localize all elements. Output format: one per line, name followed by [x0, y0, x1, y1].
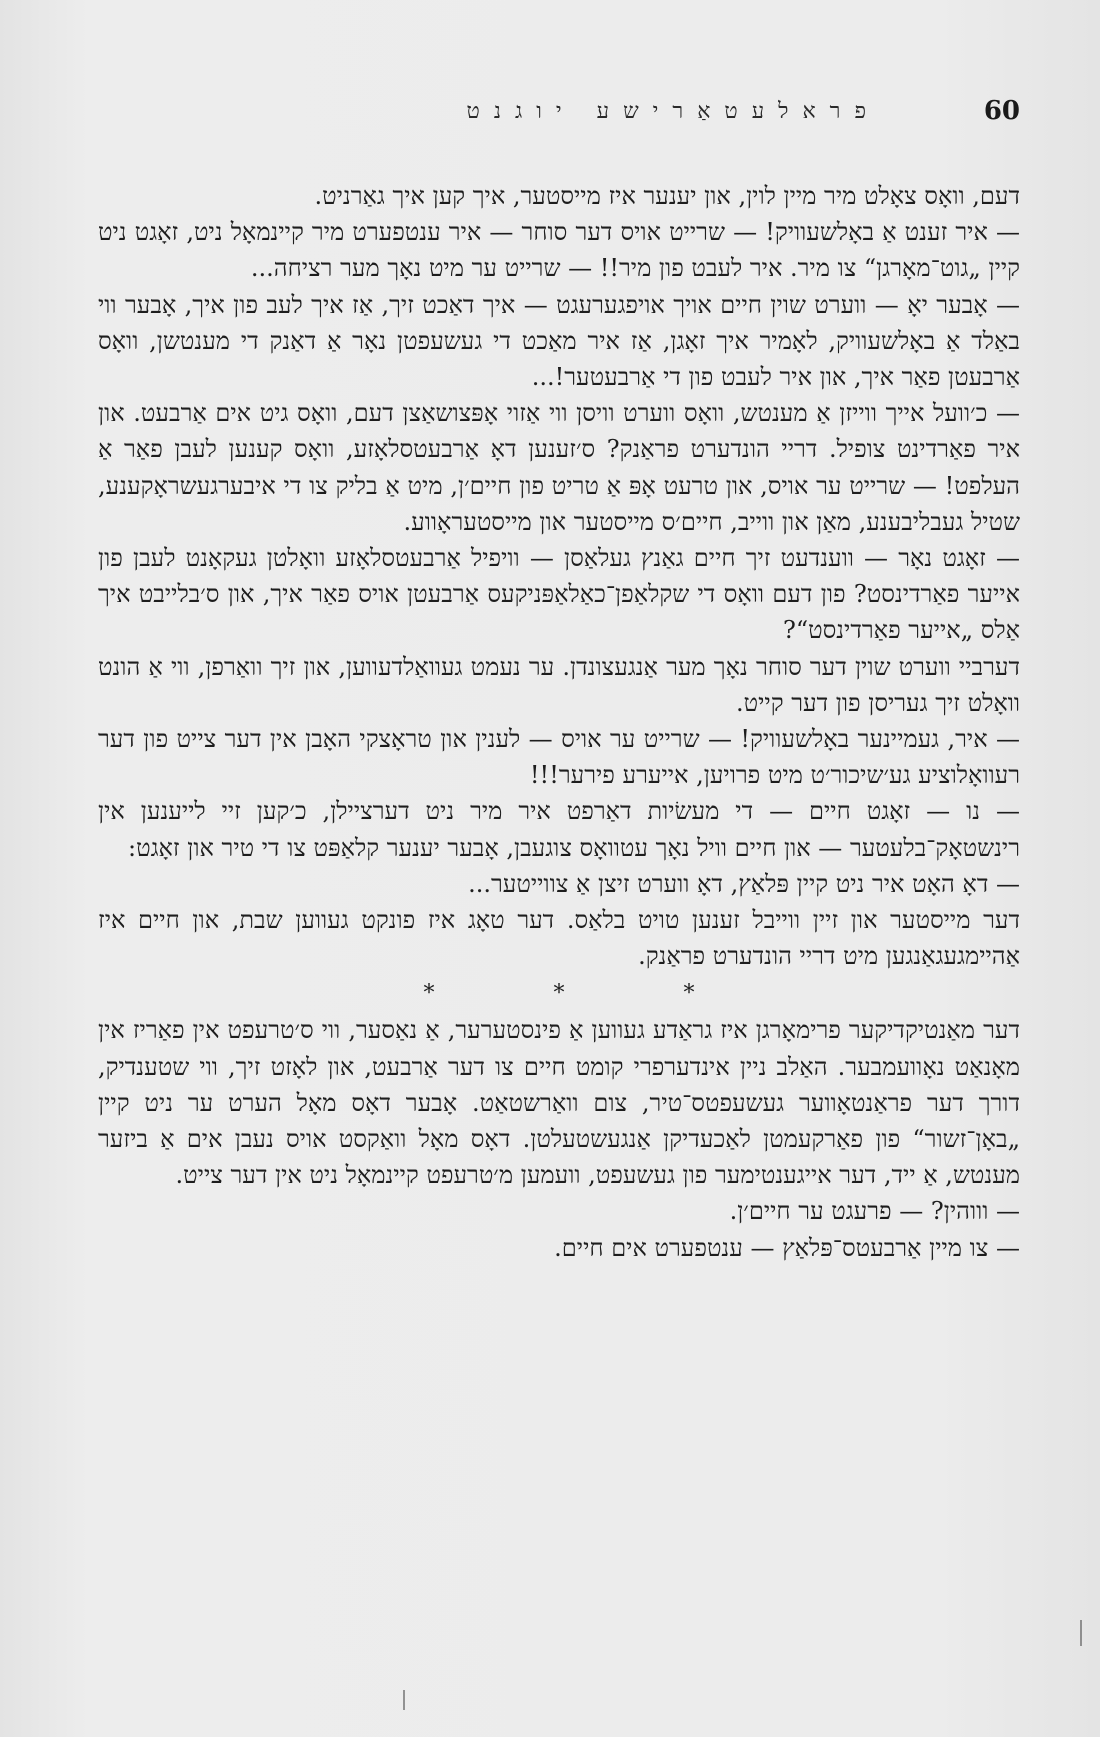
margin-mark	[403, 1690, 405, 1710]
paragraph: — איר זענט אַ באָלשעוויק! — שרייט אויס דער סוחר — איר ענטפערט מיר קיינמאָל ניט, זאָגט ניט קיין „גוט־מאָרגן“ צו מיר. איר לעבט פון מיר!! — שרייט ער מיט נאָך מער רציחה...	[98, 218, 1020, 283]
paragraph: דערביי ווערט שוין דער סוחר נאָך מער אַנגעצונדן. ער נעמט געוואַלדעווען, און זיך וואַרפן, ווי אַ הונט וואָלט זיך געריסן פון דער קייט.	[98, 652, 1020, 717]
paragraph: — דאָ האָט איר ניט קיין פּלאַץ, דאָ ווערט זיצן אַ צווייטער...	[468, 869, 1020, 898]
paragraph: — וווהין? — פרעגט ער חיים׳ן.	[729, 1197, 1020, 1226]
paragraph: — נו — זאָגט חיים — די מעשׂיות דאַרפט איר מיר ניט דערציילן, כ׳קען זיי לייענען אין רינשטאָק־בלעטער — און חיים וויל נאָך עטוואָס צוגעבן, אָבער יענער קלאַפּט צו די טיר און זאָגט:	[98, 797, 1020, 862]
body-text	[98, 178, 1020, 1266]
page-number: 60	[983, 96, 1020, 126]
paragraph: — זאָגט נאָר — ווענדעט זיך חיים גאַנץ געלאַסן — וויפיל אַרבעטסלאָזע וואָלטן געקאָנט לעבן פון אייער פאַרדינסט? פון דעם וואָס די שקלאַפן־כאַלאַפּניקעס אַרבעטן אויס פאַר איך, און ס׳בלייבט איך אַלס „אייער פאַרדינסט“?	[98, 544, 1020, 645]
paragraph: — איר, געמיינער באָלשעוויק! — שרייט ער אויס — לענין און טראָצקי האָבן אין דער צייט פון דער רעוואָלוציע גע׳שיכור׳ט מיט פרויען, אייערע פירער!!!	[98, 725, 1020, 790]
paragraph: — אָבער יאָ — ווערט שוין חיים אויך אויפגערעגט — איך דאַכט זיך, אַז איך לעב פון איך, אָבער ווי באַלד אַ באָלשעוויק, לאָמיר איך זאָגן, אַז איר מאַכט די געשעפטן נאָר אַ דאַנק די מענטשן, וואָס אַרבעטן פאַר איך, און איר לעבט פון די אַרבעטער!...	[98, 290, 1020, 392]
paragraph: דעם, וואָס צאָלט מיר מיין לוין, און יענער איז מייסטער, איך קען איך גאַרניט.	[314, 182, 1020, 210]
running-title: פראלעטאַרישע יוגנט	[466, 99, 880, 124]
paragraph: דער מייסטער און זיין ווייבל זענען טויט בלאַס. דער טאָג איז פונקט געווען שבת, און חיים איז אַהיימגעגאַנגען מיט דריי הונדערט פראַנק.	[98, 906, 1020, 971]
margin-mark	[1080, 1620, 1082, 1646]
section-separator: * * *	[423, 981, 751, 1007]
paragraph: — צו מיין אַרבעטס־פּלאַץ — ענטפערט אים חיים.	[554, 1233, 1020, 1262]
paragraph: — כ׳וועל אייך ווייזן אַ מענטש, וואָס ווערט וויסן ווי אַזוי אָפּצושאַצן דעם, וואָס גיט אים אַרבעט. און איר פאַרדינט צופיל. דריי הונדערט פראַנק? ס׳זענען דאָ אַרבעטסלאָזע, וואָס קענען לעבן פאַר אַ העלפט! — שרייט ער אויס, און טרעט אָפּ אַ טריט פון חיים׳ן, מיט אַ בליק צו די איבערגעשראָקענע, שטיל געבליבענע, מאַן און ווייב, חיים׳ס מייסטער און מייסטעראָווע.	[98, 399, 1020, 536]
page-header	[330, 98, 1020, 138]
paragraph: דער מאַנטיקדיקער פרימאָרגן איז גראַדע געווען אַ פינסטערער, אַ נאַסער, ווי ס׳טרעפט אין פאַריז אין מאָנאַט נאָוועמבער. האַלב ניין אינדערפרי קומט חיים צו דער אַרבעט, און לאָזט זיך, ווי שטענדיק, דורך דער פראַנטאָווער געשעפטס־טיר, צום וואַרשטאַט. אָבער דאָס מאָל הערט ער ניט קיין „באָן־זשור“ פון פאַרקעמטן לאַכעדיקן אַנגעשטעלטן. דאָס מאָל וואַקסט אויס נעבן אים אַ ביזער מענטש, אַ ייד, דער אייגענטימער פון געשעפט, וועמען מ׳טרעפט קיינמאָל ניט אין דער צייט.	[98, 1016, 1020, 1190]
